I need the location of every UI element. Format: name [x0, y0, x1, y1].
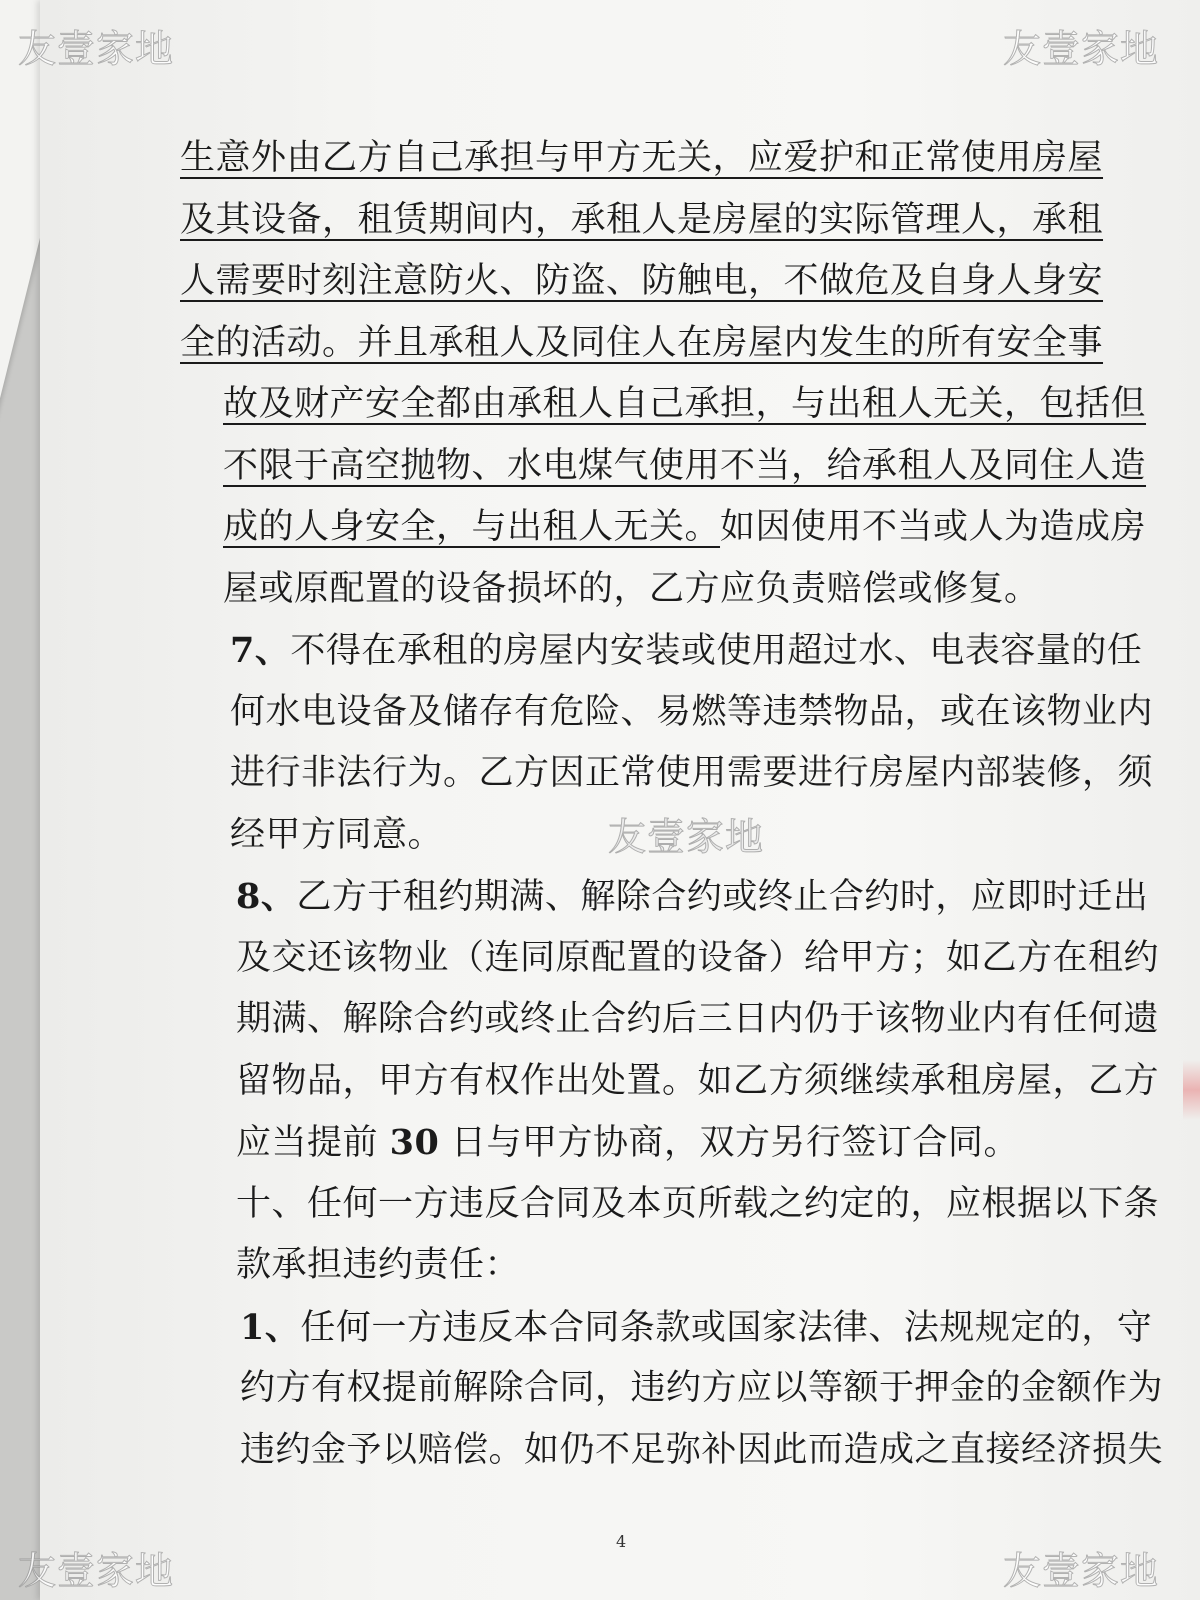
plain-text: 违约金予以赔偿。如仍不足弥补因此而造成之直接经济损失 [240, 1429, 1164, 1470]
clause-number: 7、 [230, 630, 291, 671]
text-line [180, 682, 1154, 744]
days-number: 30 [389, 1122, 440, 1163]
underlined-text: 生意外由乙方自己承担与甲方无关，应爱护和正常使用房屋 [180, 138, 1104, 178]
text-line [180, 928, 1160, 990]
text-line [180, 313, 1104, 375]
plain-text: 十、任何一方违反合同及本页所载之约定的，应根据以下条 [236, 1183, 1160, 1224]
watermark-bottom-left: 友壹家地 [18, 1549, 175, 1593]
watermark-center: 友壹家地 [608, 815, 765, 859]
watermark-top-right: 友壹家地 [1003, 27, 1160, 71]
section-ten-heading [180, 1174, 1160, 1236]
text-line [180, 497, 1147, 559]
text-line [180, 1235, 1060, 1297]
text-line [180, 436, 1147, 498]
clause-8-line [180, 866, 1149, 928]
plain-text: 款承担违约责任： [236, 1245, 521, 1285]
watermark-top-left: 友壹家地 [18, 27, 175, 71]
plain-text: 约方有权提前解除合同，违约方应以等额于押金的金额作为 [240, 1368, 1164, 1408]
clause-7-line [180, 620, 1143, 682]
text-line [180, 128, 1104, 190]
clause-number: 8、 [236, 876, 297, 917]
clause-1-line [180, 1297, 1153, 1359]
plain-text: 期满、解除合约或终止合约后三日内仍于该物业内有任何遗 [236, 999, 1160, 1039]
underlined-text: 人需要时刻注意防火、防盗、防触电，不做危及自身人身安 [180, 261, 1104, 301]
plain-text: 应当提前 [236, 1123, 379, 1163]
plain-text: 进行非法行为。乙方因正常使用需要进行房屋内部装修，须 [230, 753, 1154, 793]
underlined-text: 全的活动。并且承租人及同住人在房屋内发生的所有安全事 [180, 322, 1104, 363]
red-stamp-edge [1183, 1060, 1200, 1120]
plain-text: 不得在承租的房屋内安装或使用超过水、电表容量的任 [290, 631, 1143, 671]
underlined-text: 故及财产安全都由承租人自己承担，与出租人无关，包括但 [223, 384, 1147, 424]
plain-text: 留物品，甲方有权作出处置。如乙方须继续承租房屋，乙方 [236, 1060, 1160, 1101]
document-page [40, 0, 1200, 1600]
plain-text: 屋或原配置的设备损坏的，乙方应负责赔偿或修复。 [223, 568, 1040, 609]
plain-text: 经甲方同意。 [230, 814, 444, 855]
plain-text: 乙方于租约期满、解除合约或终止合约时，应即时迁出 [296, 877, 1149, 917]
document-body [180, 128, 1164, 1481]
text-line [180, 743, 1154, 805]
plain-text: 如因使用不当或人为造成房 [720, 507, 1147, 547]
text-line [180, 1420, 1164, 1482]
underlined-text: 成的人身安全，与出租人无关。 [223, 507, 721, 547]
text-line [180, 251, 1104, 313]
text-line [180, 374, 1147, 436]
text-line [180, 989, 1160, 1051]
clause-number: 1、 [240, 1306, 301, 1348]
text-line [180, 1358, 1164, 1420]
plain-text: 日与甲方协商，双方另行签订合同。 [451, 1123, 1020, 1163]
page-number: 4 [616, 1532, 627, 1551]
text-line [180, 1051, 1160, 1113]
plain-text: 任何一方违反本合同条款或国家法律、法规规定的，守 [300, 1307, 1153, 1348]
text-line [180, 559, 1060, 621]
watermark-bottom-right: 友壹家地 [1003, 1549, 1160, 1593]
text-line [180, 190, 1104, 252]
underlined-text: 及其设备，租赁期间内，承租人是房屋的实际管理人，承租 [180, 199, 1104, 240]
text-line [180, 1112, 1060, 1174]
plain-text: 及交还该物业（连同原配置的设备）给甲方；如乙方在租约 [236, 937, 1160, 978]
underlined-text: 不限于高空抛物、水电煤气使用不当，给承租人及同住人造 [223, 445, 1147, 486]
plain-text: 何水电设备及储存有危险、易燃等违禁物品，或在该物业内 [230, 691, 1154, 732]
